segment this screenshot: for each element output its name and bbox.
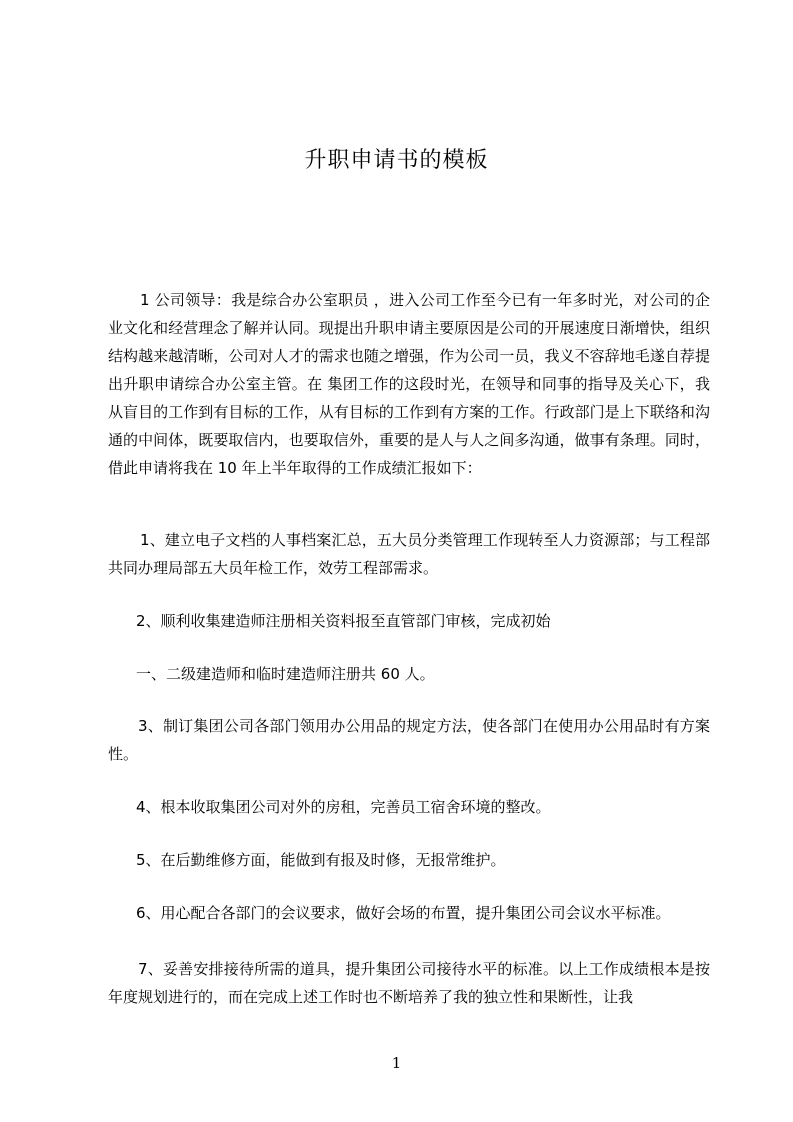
paragraph-item-1: 1、建立电子文档的人事档案汇总，五大员分类管理工作现转至人力资源部；与工程部共同办理局部五大员年检工作，效劳工程部需求。 <box>108 531 710 577</box>
paragraph-item-6: 6、用心配合各部门的会议要求，做好会场的布置，提升集团公司会议水平标准。 <box>136 904 671 922</box>
paragraph-item-4: 4、根本收取集团公司对外的房租，完善员工宿舍环境的整改。 <box>136 798 551 816</box>
paragraph-intro: 1 公司领导：我是综合办公室职员 ，进入公司工作至今已有一年多时光，对公司的企业文化和经营理念了解并认同。现提出升职申请主要原因是公司的开展速度日渐增快，组织结构越来越清晰，公司对人才的需求也随之增强，作为公司一员，我义不容辞地毛遂自荐提出升职申请综合办公室主管。在 集团工作的这段时光，在领导和同事的指导及关心下，我从盲目的工作到有目标的工作，从有目标的工作到有方案的工作。行政部门是上下联络和沟通的中间体，既要取信内，也要取信外，重要的是人与人之间多沟通，做事有条理。同时，借此申请将我在 10 年上半年取得的工作成绩汇报如下： <box>108 291 710 477</box>
paragraph-item-2-continued: 一、二级建造师和临时建造师注册共 60 人。 <box>136 665 435 683</box>
paragraph-item-3: 3、制订集团公司各部门领用办公用品的规定方法，使各部门在使用办公用品时有方案性。 <box>108 717 710 763</box>
document-title: 升职申请书的模板 <box>304 148 489 173</box>
paragraph-item-2: 2、顺利收集建造师注册相关资料报至直管部门审核，完成初始 <box>136 612 551 630</box>
paragraph-item-7: 7、妥善安排接待所需的道具，提升集团公司接待水平的标准。以上工作成绩根本是按年度规划进行的，而在完成上述工作时也不断培养了我的独立性和果断性，让我 <box>108 960 710 1006</box>
page-number: 1 <box>391 1054 402 1072</box>
paragraph-item-5: 5、在后勤维修方面，能做到有报及时修，无报常维护。 <box>136 851 506 869</box>
